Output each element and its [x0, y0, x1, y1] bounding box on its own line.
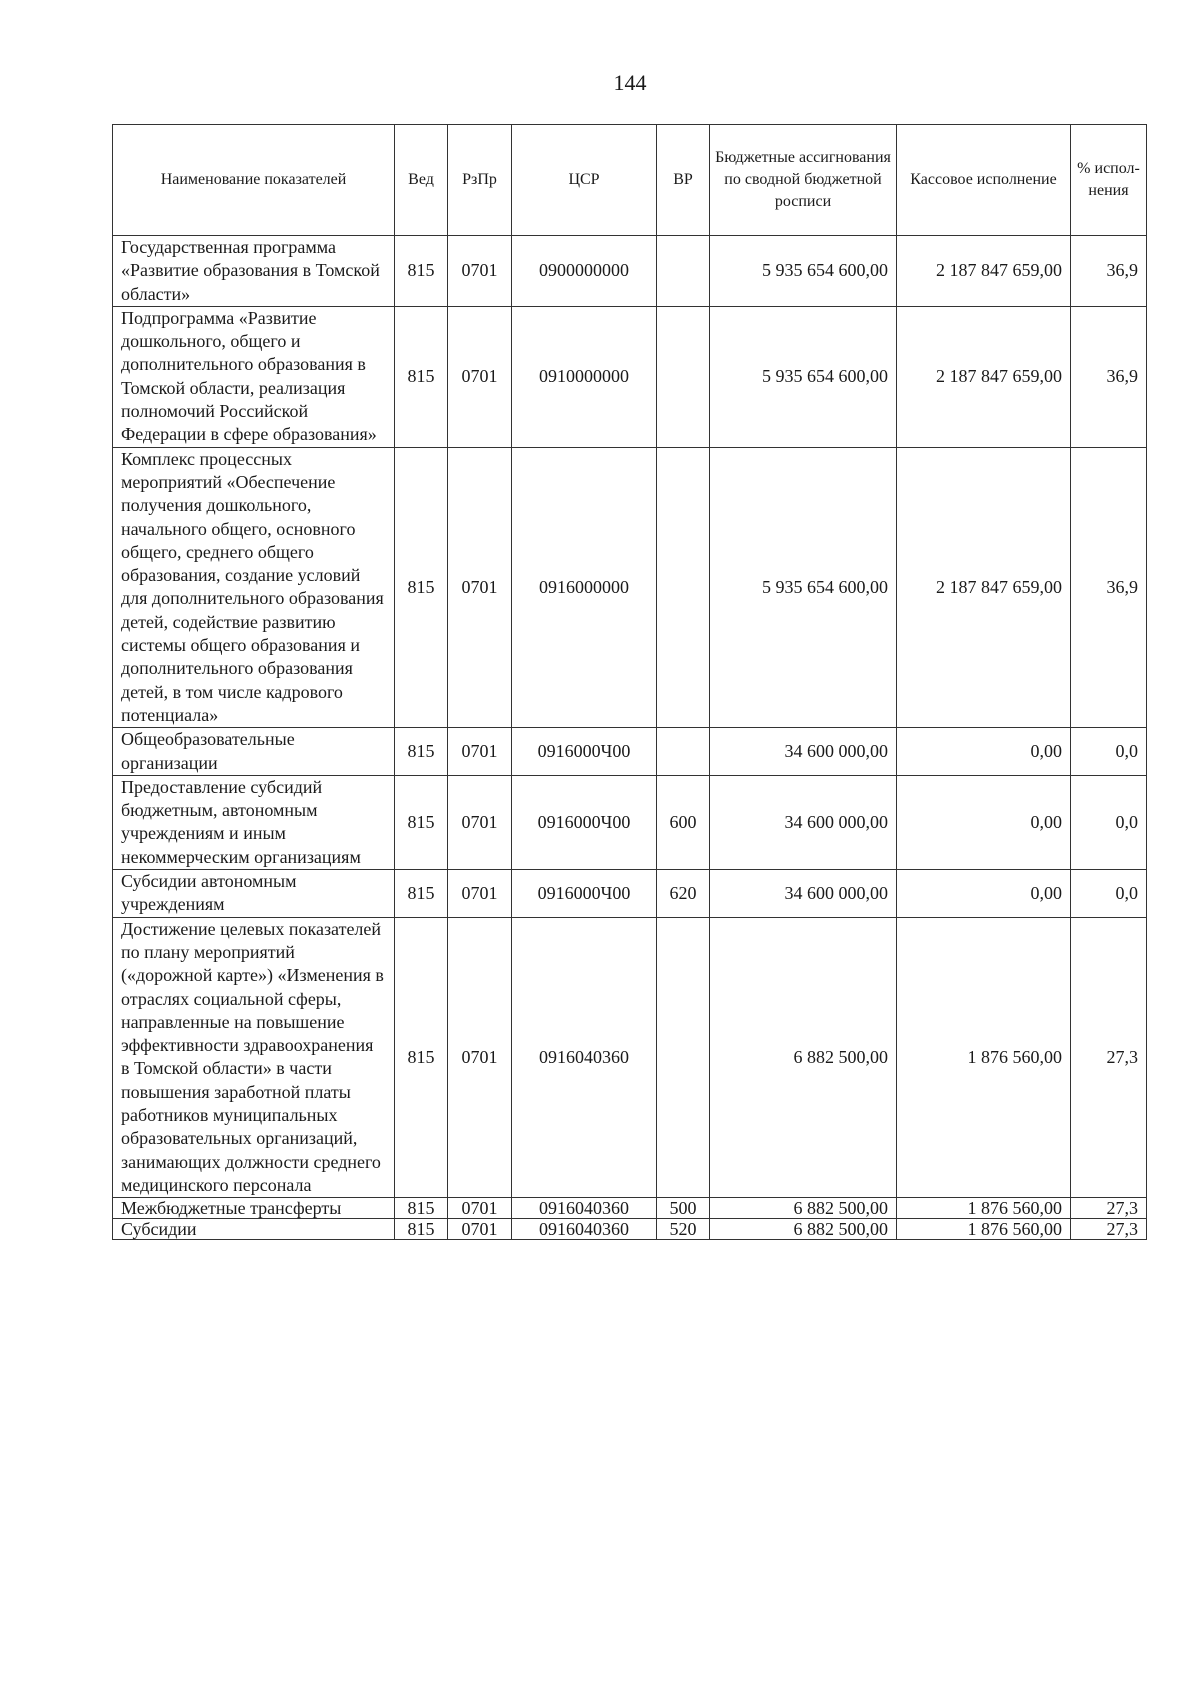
header-name: Наименование показателей: [113, 125, 395, 236]
header-allocations: Бюджетные ассигнования по сводной бюджетной росписи: [710, 125, 897, 236]
table-row: [113, 917, 1147, 1198]
row-percent: 27,3: [1071, 1198, 1147, 1219]
row-ved: 815: [395, 870, 448, 918]
row-ved: 815: [395, 1219, 448, 1240]
row-vr: 500: [657, 1198, 710, 1219]
row-name: Субсидии: [113, 1219, 395, 1240]
row-percent: 36,9: [1071, 447, 1147, 728]
header-csr: ЦСР: [512, 125, 657, 236]
row-vr: [657, 917, 710, 1198]
row-vr: 520: [657, 1219, 710, 1240]
row-percent: 0,0: [1071, 728, 1147, 776]
row-cash: 1 876 560,00: [897, 1198, 1071, 1219]
row-rzpr: 0701: [448, 917, 512, 1198]
header-ved: Вед: [395, 125, 448, 236]
row-cash: 0,00: [897, 870, 1071, 918]
row-vr: [657, 447, 710, 728]
header-percent: % испол-нения: [1071, 125, 1147, 236]
row-ved: 815: [395, 728, 448, 776]
row-name: Подпрограмма «Развитие дошкольного, общего и дополнительного образования в Томской области, реализация полномочий Российской Федерации в сфере образования»: [113, 306, 395, 447]
row-name: Государственная программа «Развитие образования в Томской области»: [113, 236, 395, 307]
row-ved: 815: [395, 447, 448, 728]
row-percent: 0,0: [1071, 775, 1147, 869]
row-allocations: 34 600 000,00: [710, 775, 897, 869]
row-allocations: 5 935 654 600,00: [710, 306, 897, 447]
row-name: Межбюджетные трансферты: [113, 1198, 395, 1219]
row-cash: 2 187 847 659,00: [897, 236, 1071, 307]
page-number: 144: [613, 70, 647, 95]
table-row: [113, 775, 1147, 869]
row-csr: 0916000Ч00: [512, 870, 657, 918]
row-rzpr: 0701: [448, 728, 512, 776]
table-row: [113, 306, 1147, 447]
row-percent: 36,9: [1071, 236, 1147, 307]
budget-execution-table: [112, 124, 1147, 1240]
row-ved: 815: [395, 236, 448, 307]
row-csr: 0916040360: [512, 1198, 657, 1219]
table-header-row: [113, 125, 1147, 236]
header-cash: Кассовое исполнение: [897, 125, 1071, 236]
row-allocations: 34 600 000,00: [710, 870, 897, 918]
row-csr: 0916000Ч00: [512, 728, 657, 776]
row-rzpr: 0701: [448, 447, 512, 728]
row-cash: 1 876 560,00: [897, 1219, 1071, 1240]
row-cash: 2 187 847 659,00: [897, 306, 1071, 447]
row-csr: 0916040360: [512, 917, 657, 1198]
row-allocations: 6 882 500,00: [710, 1198, 897, 1219]
row-cash: 0,00: [897, 775, 1071, 869]
row-ved: 815: [395, 1198, 448, 1219]
row-allocations: 5 935 654 600,00: [710, 236, 897, 307]
row-vr: [657, 306, 710, 447]
table-row: [113, 1198, 1147, 1219]
row-ved: 815: [395, 917, 448, 1198]
row-csr: 0916000000: [512, 447, 657, 728]
row-vr: 620: [657, 870, 710, 918]
row-cash: 0,00: [897, 728, 1071, 776]
row-percent: 0,0: [1071, 870, 1147, 918]
row-allocations: 5 935 654 600,00: [710, 447, 897, 728]
row-rzpr: 0701: [448, 775, 512, 869]
row-vr: [657, 236, 710, 307]
row-percent: 36,9: [1071, 306, 1147, 447]
header-vr: ВР: [657, 125, 710, 236]
row-rzpr: 0701: [448, 870, 512, 918]
header-rzpr: РзПр: [448, 125, 512, 236]
row-csr: 0916040360: [512, 1219, 657, 1240]
row-csr: 0916000Ч00: [512, 775, 657, 869]
row-rzpr: 0701: [448, 236, 512, 307]
table-row: [113, 728, 1147, 776]
row-rzpr: 0701: [448, 306, 512, 447]
row-allocations: 6 882 500,00: [710, 1219, 897, 1240]
row-vr: 600: [657, 775, 710, 869]
row-cash: 2 187 847 659,00: [897, 447, 1071, 728]
row-csr: 0900000000: [512, 236, 657, 307]
row-rzpr: 0701: [448, 1219, 512, 1240]
table-row: [113, 1219, 1147, 1240]
row-rzpr: 0701: [448, 1198, 512, 1219]
table-row: [113, 870, 1147, 918]
row-percent: 27,3: [1071, 1219, 1147, 1240]
row-csr: 0910000000: [512, 306, 657, 447]
row-allocations: 6 882 500,00: [710, 917, 897, 1198]
row-name: Комплекс процессных мероприятий «Обеспечение получения дошкольного, начального общего, основного общего, среднего общего образования, создание условий для дополнительного образования детей, содействие развитию системы общего образования и дополнительного образования детей, в том числе кадрового потенциала»: [113, 447, 395, 728]
table-row: [113, 447, 1147, 728]
row-vr: [657, 728, 710, 776]
row-ved: 815: [395, 775, 448, 869]
row-ved: 815: [395, 306, 448, 447]
row-allocations: 34 600 000,00: [710, 728, 897, 776]
row-percent: 27,3: [1071, 917, 1147, 1198]
table-row: [113, 236, 1147, 307]
row-name: Общеобразовательные организации: [113, 728, 395, 776]
row-name: Предоставление субсидий бюджетным, автономным учреждениям и иным некоммерческим организациям: [113, 775, 395, 869]
row-name: Субсидии автономным учреждениям: [113, 870, 395, 918]
row-cash: 1 876 560,00: [897, 917, 1071, 1198]
row-name: Достижение целевых показателей по плану мероприятий («дорожной карте») «Изменения в отраслях социальной сферы, направленные на повышение эффективности здравоохранения в Томской области» в части повышения заработной платы работников муниципальных образовательных организаций, занимающих должности среднего медицинского персонала: [113, 917, 395, 1198]
